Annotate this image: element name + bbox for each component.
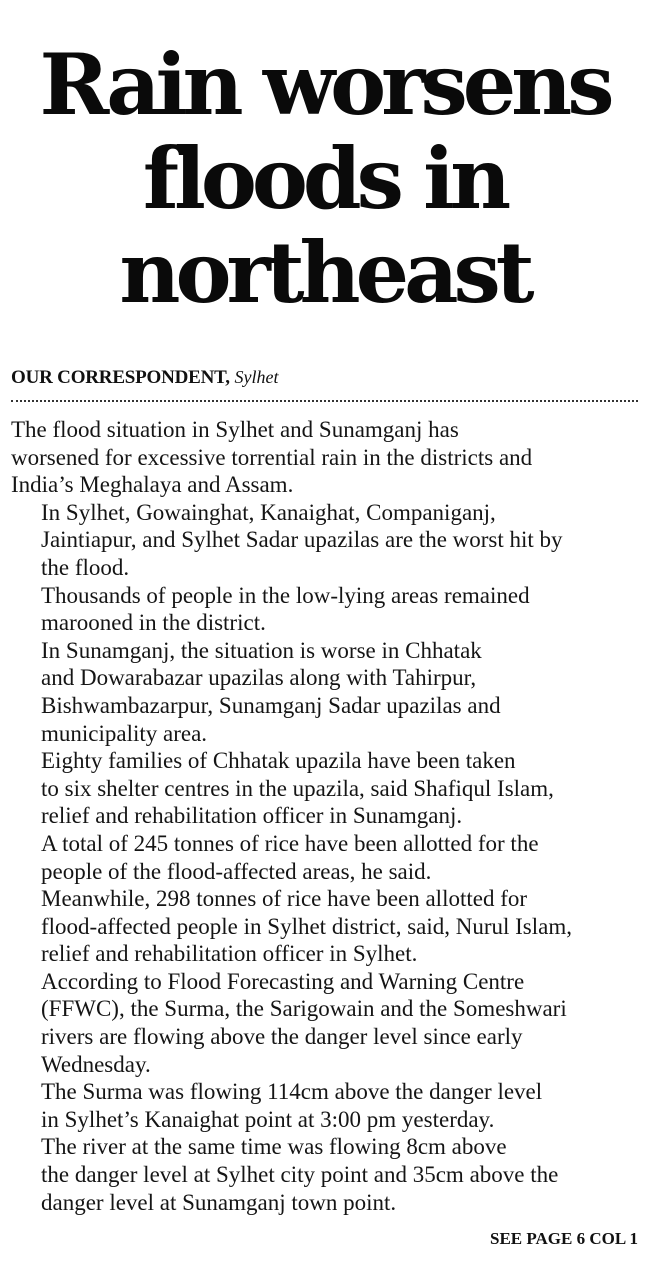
text-line: people of the flood-affected areas, he said. <box>41 858 432 884</box>
paragraph <box>11 1133 641 1216</box>
text-line: Bishwambazarpur, Sunamganj Sadar upazilas and <box>41 692 501 718</box>
text-line: Eighty families of Chhatak upazila have been taken <box>41 748 516 774</box>
text-line: flood-affected people in Sylhet district, said, Nurul Islam, <box>41 913 572 939</box>
text-line: According to Flood Forecasting and Warning Centre <box>41 968 525 994</box>
continuation-reference: SEE PAGE 6 COL 1 <box>490 1229 638 1248</box>
text-line: Jaintiapur, and Sylhet Sadar upazilas are the worst hit by <box>41 527 563 553</box>
text-line: to six shelter centres in the upazila, said Shafiqul Islam, <box>41 775 554 801</box>
text-line: and Dowarabazar upazilas along with Tahirpur, <box>41 665 477 691</box>
paragraph <box>11 499 641 582</box>
text-line: In Sylhet, Gowainghat, Kanaighat, Companiganj, <box>41 499 496 525</box>
byline-location: Sylhet <box>234 367 279 387</box>
text-line: rivers are flowing above the danger level since early <box>41 1024 523 1050</box>
text-line: the flood. <box>41 554 130 580</box>
text-line: India’s Meghalaya and Assam. <box>11 472 294 498</box>
byline-author: OUR CORRESPONDENT, <box>11 367 230 388</box>
text-line: worsened for excessive torrential rain in the districts and <box>11 444 533 470</box>
text-line: Thousands of people in the low-lying areas remained <box>41 582 530 608</box>
paragraph <box>11 1078 641 1133</box>
text-line: municipality area. <box>41 720 208 746</box>
text-line: marooned in the district. <box>41 610 266 636</box>
text-line: the danger level at Sylhet city point and 35cm above the <box>41 1162 559 1188</box>
text-line: relief and rehabilitation officer in Sunamganj. <box>41 803 463 829</box>
text-line: The Surma was flowing 114cm above the danger level <box>41 1079 543 1105</box>
paragraph <box>11 582 641 637</box>
paragraph <box>11 885 641 968</box>
headline-line: floods in <box>142 129 507 228</box>
headline-line: northeast <box>119 223 530 322</box>
headline-line: Rain worsens <box>39 35 610 134</box>
paragraph <box>11 637 641 747</box>
text-line: (FFWC), the Surma, the Sarigowain and the Someshwari <box>41 996 567 1022</box>
paragraph <box>11 747 641 830</box>
text-line: in Sylhet’s Kanaighat point at 3:00 pm yesterday. <box>41 1106 495 1132</box>
text-line: danger level at Sunamganj town point. <box>41 1189 397 1215</box>
paragraph <box>11 416 641 499</box>
paragraph <box>11 968 641 1078</box>
text-line: In Sunamganj, the situation is worse in Chhatak <box>41 637 482 663</box>
paragraph <box>11 830 641 885</box>
byline <box>11 366 279 389</box>
text-line: Meanwhile, 298 tonnes of rice have been allotted for <box>41 886 528 912</box>
article-body <box>11 416 641 1216</box>
text-line: The river at the same time was flowing 8cm above <box>41 1134 507 1160</box>
headline <box>0 35 649 322</box>
text-line: relief and rehabilitation officer in Sylhet. <box>41 941 418 967</box>
text-line: The flood situation in Sylhet and Sunamganj has <box>11 417 459 442</box>
dotted-divider <box>11 400 638 402</box>
text-line: A total of 245 tonnes of rice have been allotted for the <box>41 830 539 856</box>
text-line: Wednesday. <box>41 1051 151 1077</box>
